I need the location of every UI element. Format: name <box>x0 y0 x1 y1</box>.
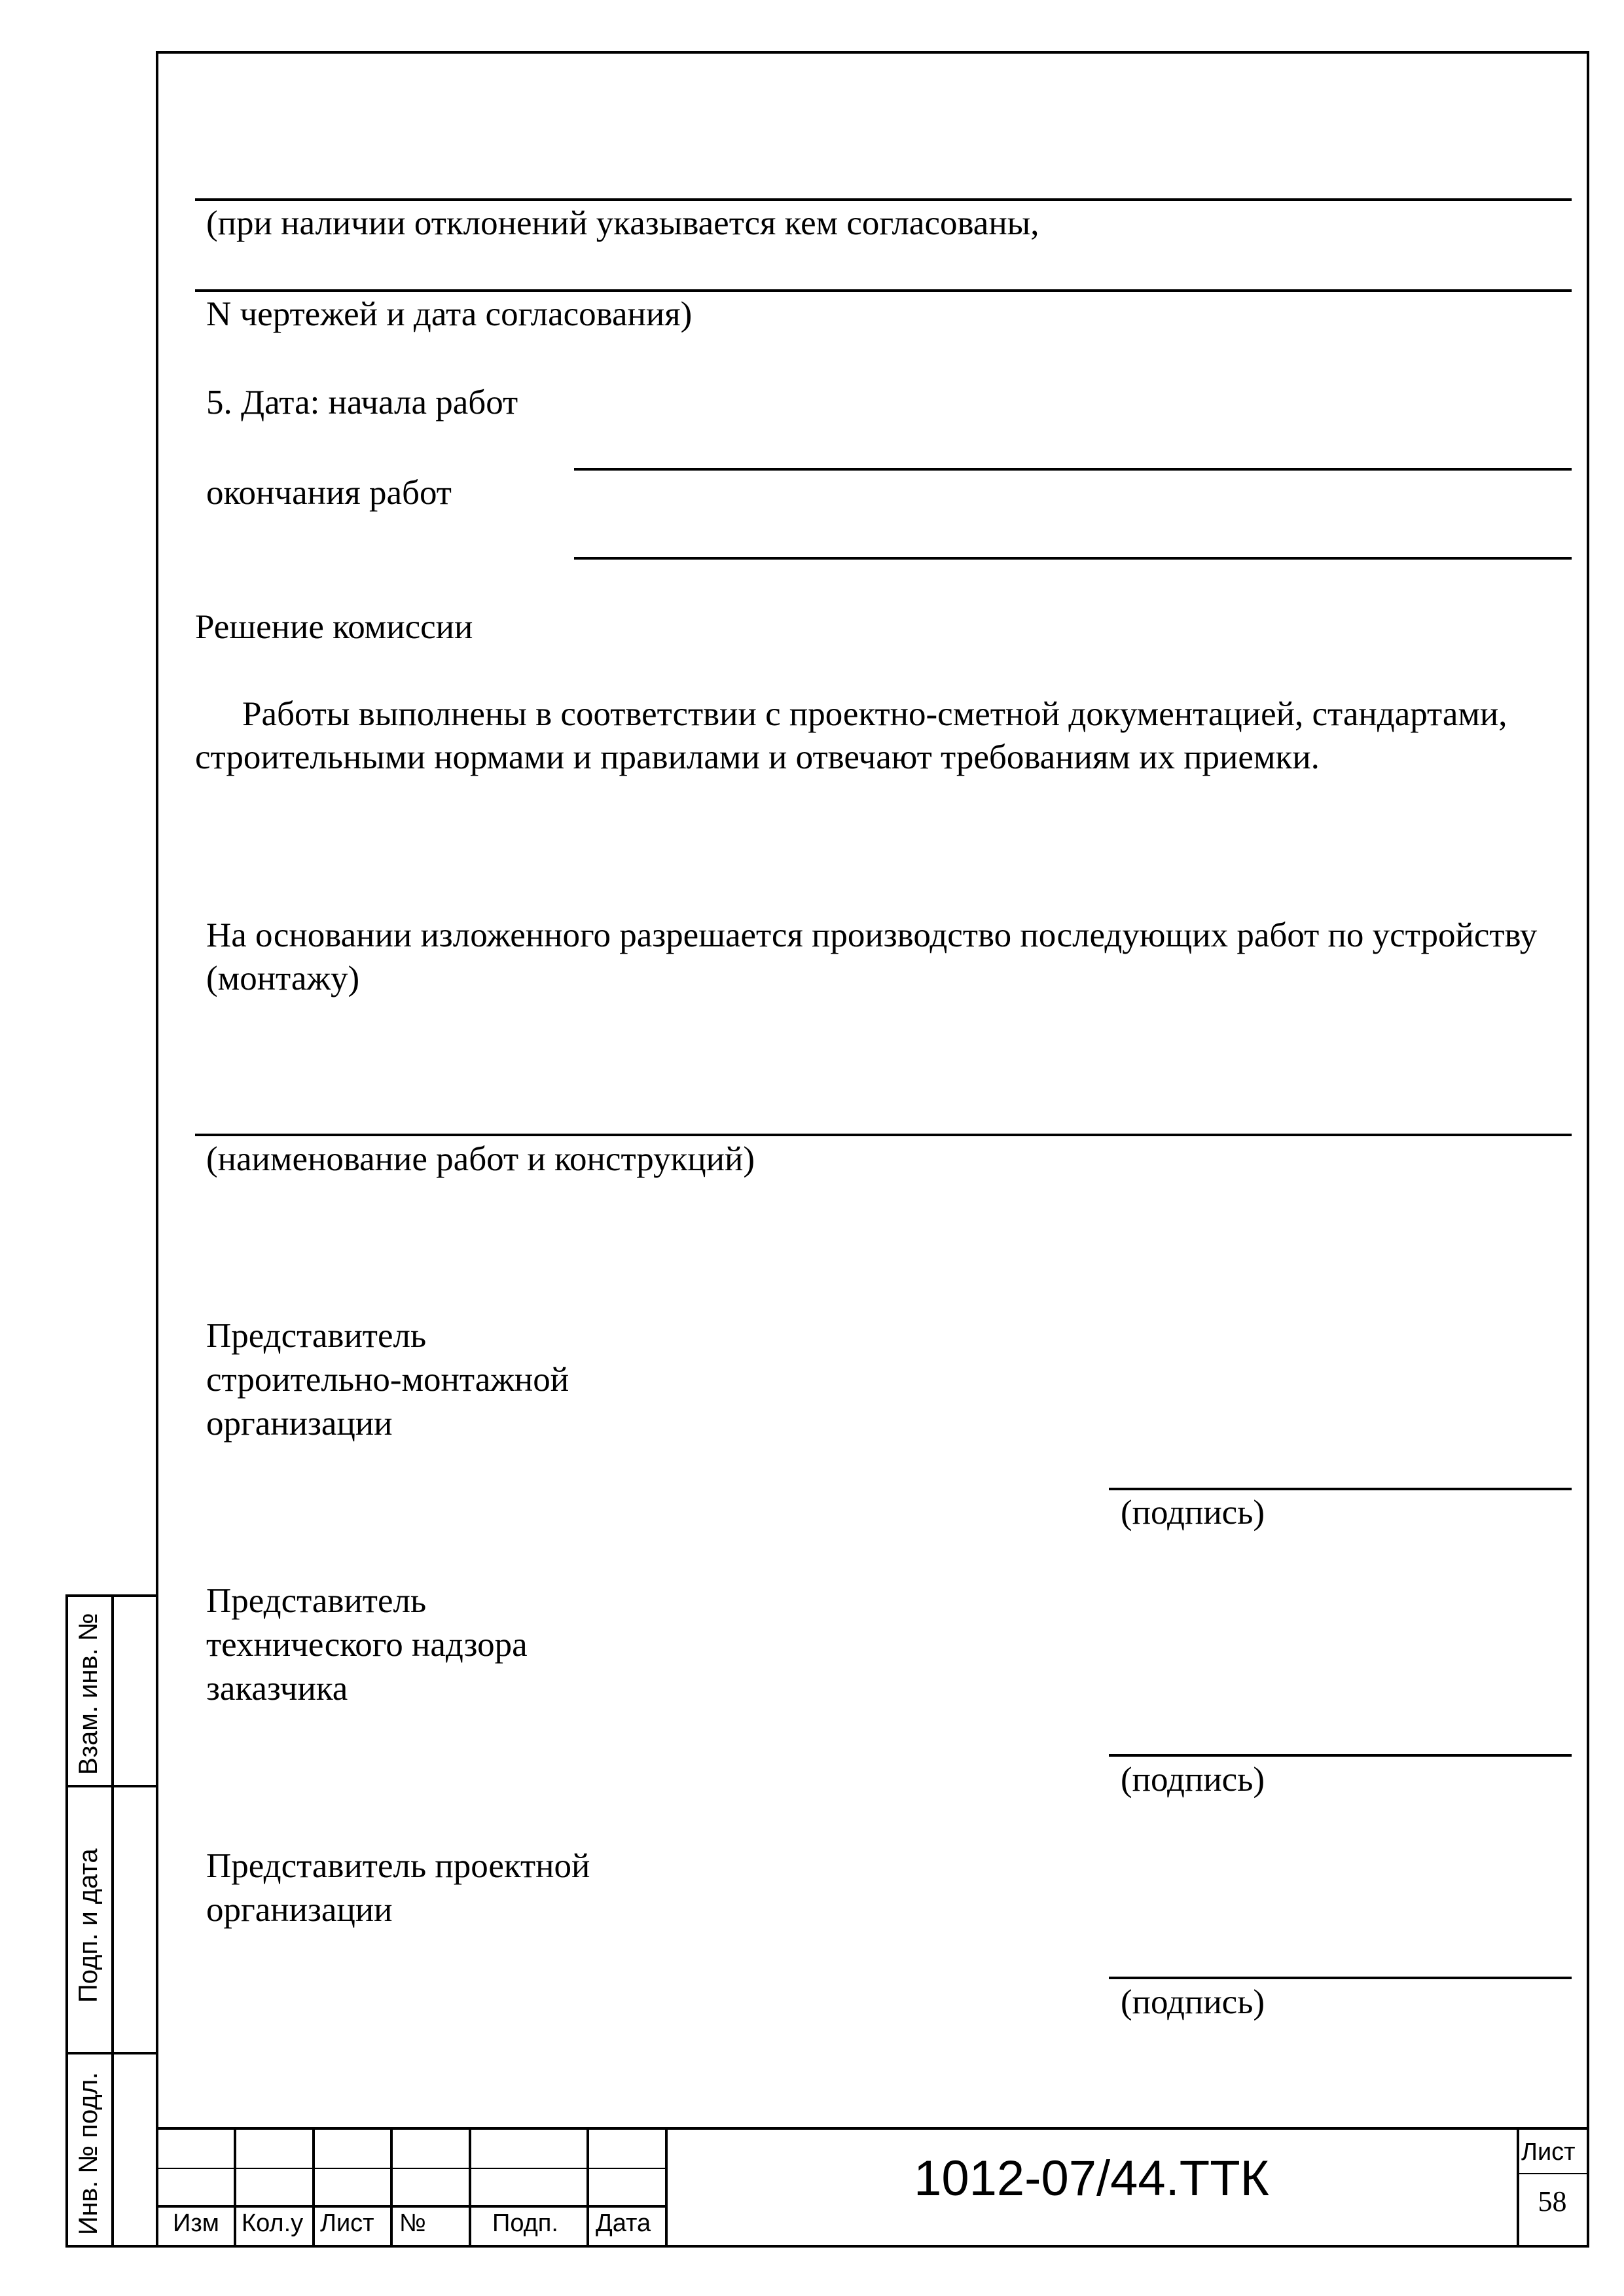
signature-2-role-line-1: Представитель <box>206 1582 427 1620</box>
title-block-col-3 <box>390 2127 393 2248</box>
deviation-line-2 <box>195 289 1572 292</box>
side-stamp-vzam-inv: Взам. инв. № <box>74 1613 103 1775</box>
date-start-label: 5. Дата: начала работ <box>206 384 518 422</box>
signature-3-role-line-1: Представитель проектной <box>206 1847 590 1885</box>
signature-1-caption: (подпись) <box>1121 1494 1265 1532</box>
document-code: 1012-07/44.ТТК <box>914 2151 1269 2206</box>
side-stamp-outer-line <box>65 1594 68 2248</box>
side-stamp-inv-podl: Инв. № подл. <box>74 2072 103 2235</box>
commission-heading: Решение комиссии <box>195 608 473 646</box>
permission-text: На основании изложенного разрешается производство последующих работ по устройству (монтажу) <box>206 916 1538 997</box>
sheet-number: 58 <box>1538 2185 1567 2217</box>
frame-top <box>156 51 1589 54</box>
signature-1-line[interactable] <box>1109 1488 1572 1490</box>
title-block-col-1 <box>234 2127 236 2248</box>
commission-text: Работы выполнены в соответствии с проектно-сметной документацией, стандартами, строительными нормами и правилами и отвечают требованиям их приемки. <box>195 695 1507 776</box>
title-block-col-5 <box>586 2127 589 2248</box>
sheet-label: Лист <box>1521 2138 1576 2166</box>
title-col-num: № <box>399 2210 426 2237</box>
title-block-top <box>156 2127 1589 2130</box>
title-block-col-2 <box>312 2127 315 2248</box>
frame-left <box>156 51 158 2248</box>
signature-2-caption: (подпись) <box>1121 1761 1265 1799</box>
side-stamp-top <box>65 1594 157 1597</box>
signature-2-role-line-3: заказчика <box>206 1670 348 1708</box>
side-stamp-divider-2 <box>65 2052 157 2054</box>
works-caption: (наименование работ и конструкций) <box>206 1140 755 1178</box>
signature-2-role-line-2: технического надзора <box>206 1626 528 1664</box>
side-stamp-inner-line <box>111 1594 114 2248</box>
frame-right <box>1587 51 1589 2248</box>
title-block-row-2 <box>156 2205 666 2208</box>
signature-1-role-line-1: Представитель <box>206 1317 427 1355</box>
deviation-note-1: (при наличии отклонений указывается кем согласованы, <box>206 204 1039 242</box>
title-block-col-4 <box>469 2127 471 2248</box>
title-col-podp: Подп. <box>492 2210 558 2237</box>
frame-bottom <box>67 2245 1589 2248</box>
title-col-kol: Кол.у <box>242 2210 304 2237</box>
side-stamp-podp-data: Подп. и дата <box>74 1848 103 2003</box>
signature-1-role-line-3: организации <box>206 1405 393 1443</box>
works-line[interactable] <box>195 1134 1572 1136</box>
signature-3-role-line-2: организации <box>206 1891 393 1929</box>
date-end-label: окончания работ <box>206 474 452 512</box>
title-col-list: Лист <box>320 2210 374 2237</box>
date-start-line[interactable] <box>574 468 1572 471</box>
signature-3-line[interactable] <box>1109 1977 1572 1979</box>
title-block-row-1 <box>156 2168 666 2169</box>
signature-3-caption: (подпись) <box>1121 1983 1265 2021</box>
signature-1-role-line-2: строительно-монтажной <box>206 1361 569 1399</box>
date-end-line[interactable] <box>574 557 1572 560</box>
deviation-note-2: N чертежей и дата согласования) <box>206 295 693 333</box>
deviation-line-1 <box>195 198 1572 201</box>
title-col-data: Дата <box>596 2210 651 2237</box>
signature-2-line[interactable] <box>1109 1754 1572 1757</box>
title-col-izm: Изм <box>173 2210 219 2237</box>
side-stamp-divider-1 <box>65 1785 157 1787</box>
title-block-sheet-divider <box>1517 2173 1588 2174</box>
